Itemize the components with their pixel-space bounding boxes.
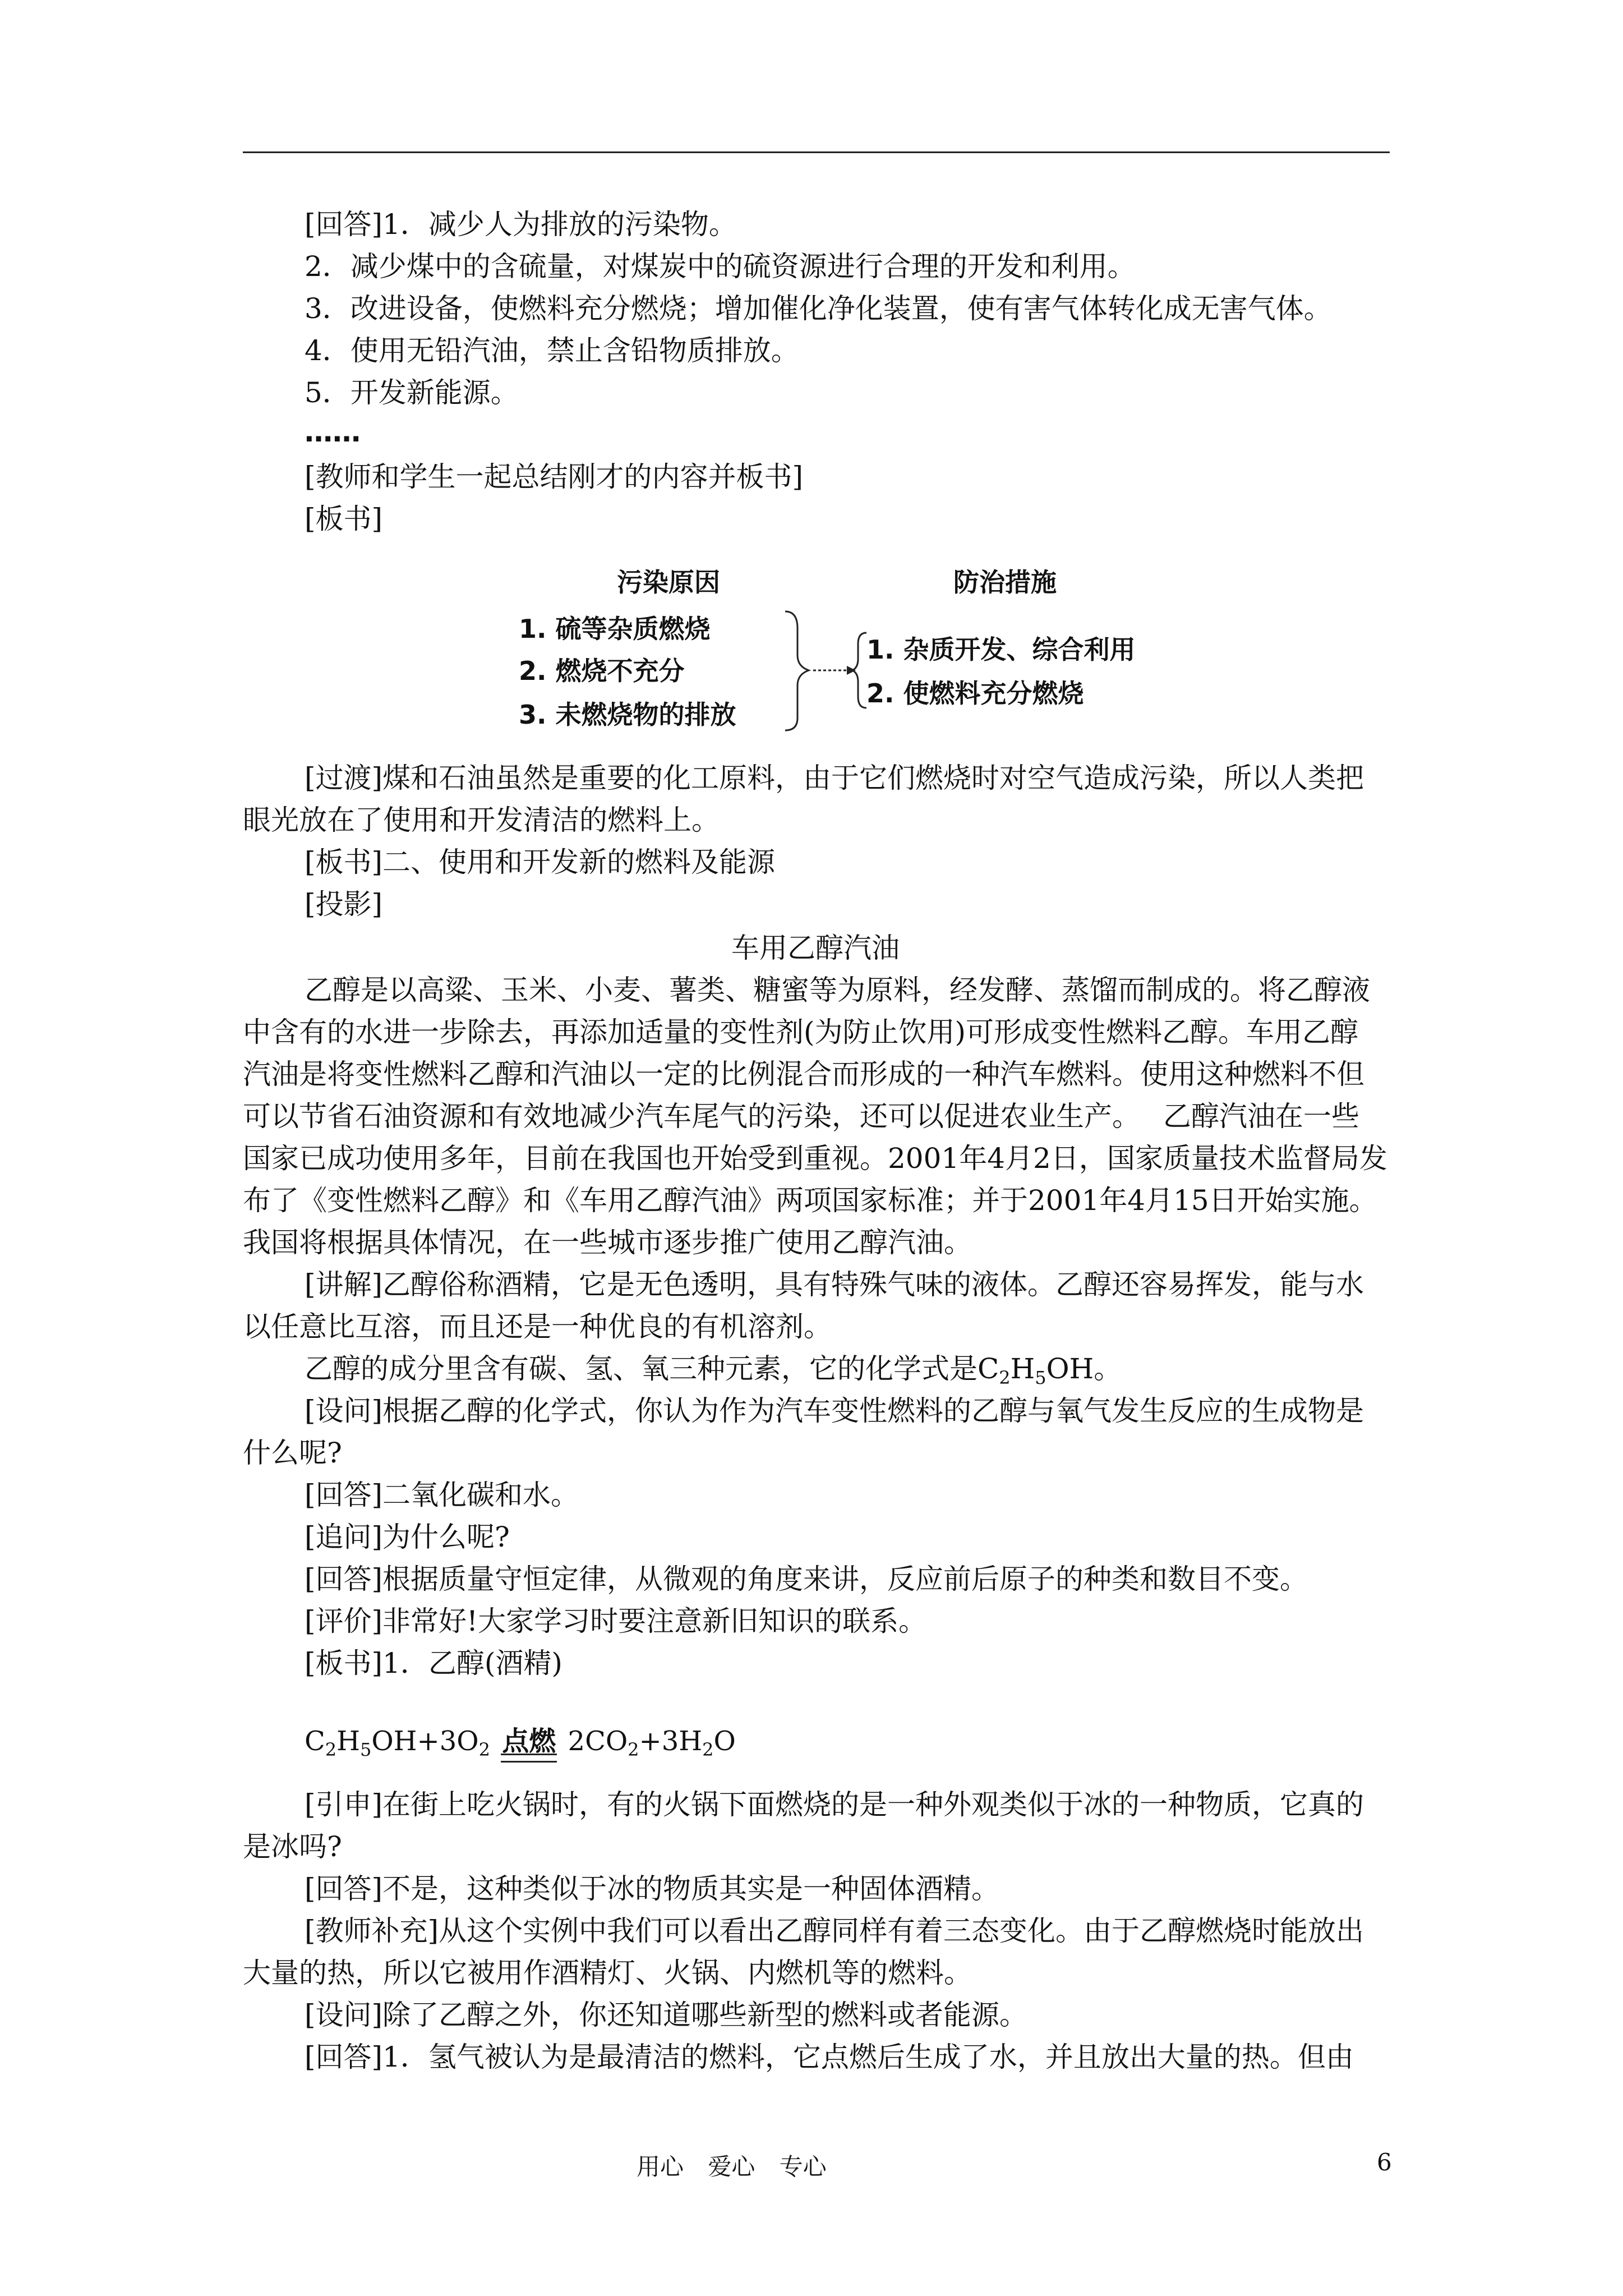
paragraph-line: 可以节省石油资源和有效地减少汽车尾气的污染，还可以促进农业生产。 乙醇汽油在一些 (243, 1100, 1359, 1133)
paragraph-line: 国家已成功使用多年，目前在我国也开始受到重视。2001年4月2日，国家质量技术监督局发 (243, 1142, 1387, 1175)
answer-1: [回答]1．减少人为排放的污染物。 (305, 208, 737, 241)
projection-label: [投影] (305, 888, 383, 921)
answer-3: 3．改进设备，使燃料充分燃烧；增加催化净化装置，使有害气体转化成无害气体。 (305, 292, 1332, 325)
transition-line-1: [过渡]煤和石油虽然是重要的化工原料，由于它们燃烧时对空气造成污染，所以人类把 (305, 762, 1364, 794)
cause-item-3: 3. 未燃烧物的排放 (519, 700, 736, 730)
board-label: [板书] (305, 503, 383, 535)
question-new-fuels: [设问]除了乙醇之外，你还知道哪些新型的燃料或者能源。 (305, 1999, 1028, 2031)
transition-line-2: 眼光放在了使用和开发清洁的燃料上。 (243, 804, 720, 836)
cause-item-2: 2. 燃烧不充分 (519, 656, 685, 686)
projection-title: 车用乙醇汽油 (731, 932, 900, 964)
teacher-supplement-2: 大量的热，所以它被用作酒精灯、火锅、内燃机等的燃料。 (243, 1957, 972, 1989)
board-section-2: [板书]二、使用和开发新的燃料及能源 (305, 846, 776, 878)
question-line-1: [设问]根据乙醇的化学式，你认为作为汽车变性燃料的乙醇与氧气发生反应的生成物是 (305, 1395, 1364, 1427)
summary-note: [教师和学生一起总结刚才的内容并板书] (305, 461, 804, 493)
answer-hydrogen: [回答]1．氢气被认为是最清洁的燃料，它点燃后生成了水，并且放出大量的热。但由 (305, 2041, 1354, 2073)
cause-item-1: 1. 硫等杂质燃烧 (519, 614, 711, 644)
answer-co2-water: [回答]二氧化碳和水。 (305, 1479, 579, 1511)
header-rule (243, 151, 1390, 153)
ellipsis: …… (305, 416, 361, 448)
paragraph-line: 中含有的水进一步除去，再添加适量的变性剂(为防止饮用)可形成变性燃料乙醇。车用乙醇 (243, 1016, 1359, 1048)
followup-question: [追问]为什么呢? (305, 1521, 510, 1553)
question-line-2: 什么呢? (243, 1437, 342, 1469)
causes-title: 污染原因 (617, 567, 720, 597)
answer-solid-alcohol: [回答]不是，这种类似于冰的物质其实是一种固体酒精。 (305, 1872, 1000, 1905)
evaluation: [评价]非常好!大家学习时要注意新旧知识的联系。 (305, 1605, 927, 1637)
explain-line-1: [讲解]乙醇俗称酒精，它是无色透明，具有特殊气味的液体。乙醇还容易挥发，能与水 (305, 1268, 1364, 1301)
extension-line-1: [引申]在街上吃火锅时，有的火锅下面燃烧的是一种外观类似于冰的一种物质，它真的 (305, 1788, 1364, 1821)
answer-2: 2．减少煤中的含硫量，对煤炭中的硫资源进行合理的开发和利用。 (305, 250, 1136, 283)
board-ethanol: [板书]1．乙醇(酒精) (305, 1647, 562, 1680)
extension-line-2: 是冰吗? (243, 1830, 342, 1863)
page-number: 6 (1377, 2148, 1392, 2176)
paragraph-line: 布了《变性燃料乙醇》和《车用乙醇汽油》两项国家标准；并于2001年4月15日开始实施。 (243, 1184, 1377, 1217)
diagram-brackets (505, 555, 1234, 740)
answer-4: 4．使用无铅汽油，禁止含铅物质排放。 (305, 334, 799, 367)
reaction-condition: 点燃 (499, 1719, 559, 1758)
measure-item-1: 1. 杂质开发、综合利用 (866, 634, 1136, 665)
combustion-equation: $C_2H_5OH+3O_2$ 点燃 $2CO_2+3H_2O$ (305, 1719, 736, 1760)
paragraph-line: 我国将根据具体情况，在一些城市逐步推广使用乙醇汽油。 (243, 1226, 972, 1259)
measures-title: 防治措施 (953, 567, 1057, 597)
paragraph-line: 乙醇是以高粱、玉米、小麦、薯类、糖蜜等为原料，经发酵、蒸馏而制成的。将乙醇液 (305, 974, 1370, 1006)
right-brace (785, 611, 809, 730)
explain-line-2: 以任意比互溶，而且还是一种优良的有机溶剂。 (243, 1310, 832, 1343)
answer-conservation: [回答]根据质量守恒定律，从微观的角度来讲，反应前后原子的种类和数目不变。 (305, 1563, 1308, 1595)
measure-item-2: 2. 使燃料充分燃烧 (866, 678, 1084, 708)
footer-motto: 用心 爱心 专心 (637, 2153, 827, 2180)
paragraph-line: 汽油是将变性燃料乙醇和汽油以一定的比例混合而形成的一种汽车燃料。使用这种燃料不但 (243, 1058, 1364, 1091)
teacher-supplement-1: [教师补充]从这个实例中我们可以看出乙醇同样有着三态变化。由于乙醇燃烧时能放出 (305, 1915, 1364, 1947)
formula-sentence: 乙醇的成分里含有碳、氢、氧三种元素，它的化学式是$C_2H_5OH$。 (305, 1352, 1122, 1388)
answer-5: 5．开发新能源。 (305, 376, 519, 409)
pollution-diagram (505, 555, 1234, 740)
